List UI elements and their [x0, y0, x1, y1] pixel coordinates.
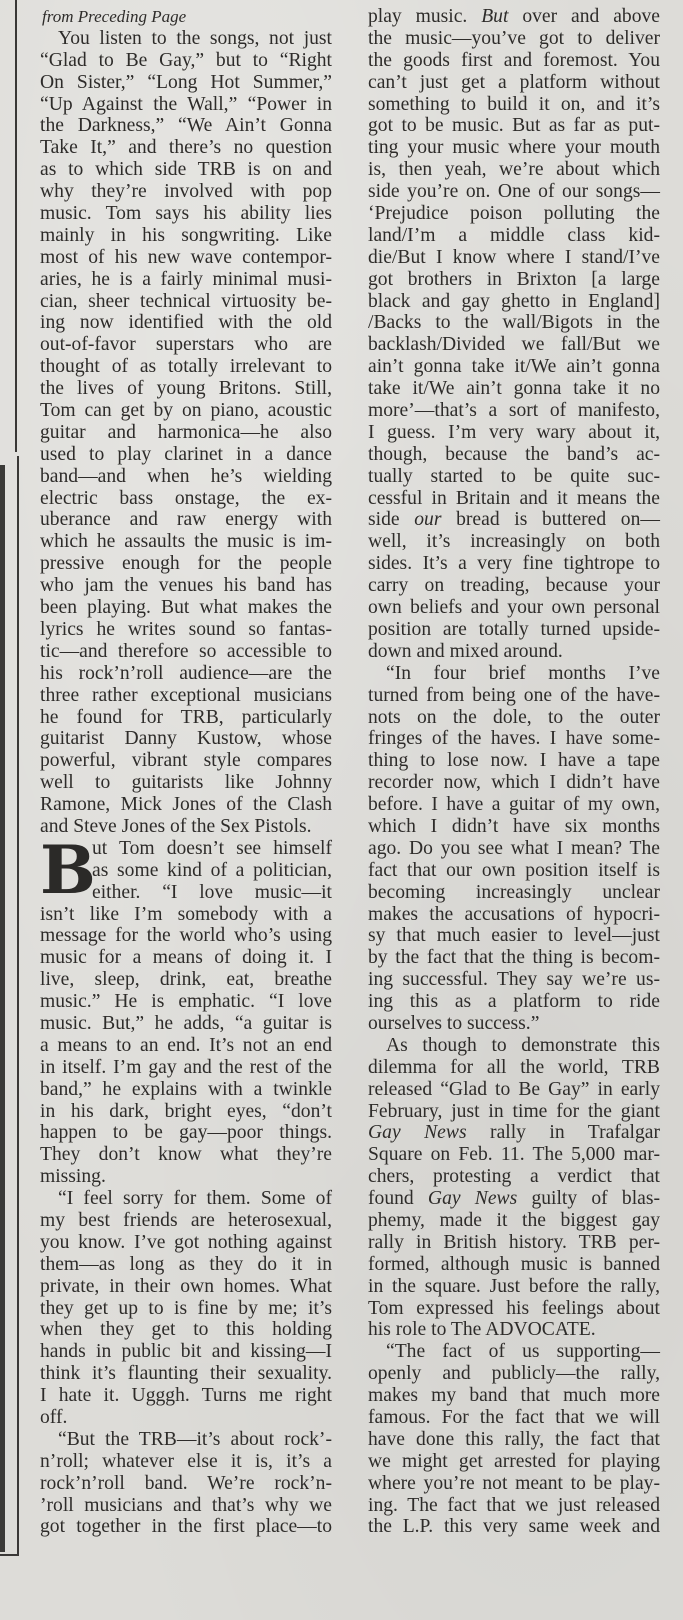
text-line: a means to an end. It’s not an end [40, 1034, 332, 1056]
text-line: which he assaults the music is im- [40, 531, 332, 553]
text-line: thing to lose now. I have a tape [368, 750, 660, 772]
text-line: three rather exceptional musicians [40, 684, 332, 706]
text-line: ing this as a platform to ride [368, 991, 660, 1013]
text-line: side you’re on. One of our songs— [368, 181, 660, 203]
text-line: rally in British history. TRB per- [368, 1231, 660, 1253]
text-line: music.” He is emphatic. “I love [40, 991, 332, 1013]
article-column-right [368, 6, 660, 1538]
text-line: used to play clarinet in a dance [40, 443, 332, 465]
text-line: “The fact of us supporting— [386, 1341, 660, 1363]
text-line: ing now identified with the old [40, 312, 332, 334]
text-line: They don’t know what they’re [40, 1144, 332, 1166]
text-line: pressive enough for the people [40, 553, 332, 575]
text-line: ing successful. They say we’re us- [368, 969, 660, 991]
text-line: guitarist Danny Kustow, whose [40, 728, 332, 750]
text-line: cian, sheer technical virtuosity be- [40, 290, 332, 312]
text-line: sy that much easier to level—just [368, 925, 660, 947]
text-line: February, just in time for the giant [368, 1100, 660, 1122]
text-line: “But the TRB—it’s about rock’- [58, 1428, 332, 1450]
text-line: take it/We ain’t gonna take it no [368, 378, 660, 400]
text-line: /Backs to the wall/Bigots in the [368, 312, 660, 334]
text-line: hands in public bit and kissing—I [40, 1341, 332, 1363]
text-line: the music—you’ve got to deliver [368, 27, 660, 49]
text-line: aries, he is a fairly minimal musi- [40, 268, 332, 290]
text-line: got together in the first place—to [40, 1516, 332, 1538]
text-line: Tom can get by on piano, acoustic [40, 400, 332, 422]
text-line: phemy, made it the biggest gay [368, 1209, 660, 1231]
text-line: in his dark, bright eyes, “don’t [40, 1100, 332, 1122]
text-line: On Sister,” “Long Hot Summer,” [40, 71, 332, 93]
continuation-kicker: from Preceding Page [42, 7, 187, 26]
text-line: side our bread is buttered on— [368, 509, 660, 531]
text-line: been playing. But what makes the [40, 597, 332, 619]
text-line: makes the accusations of hypocri- [368, 903, 660, 925]
left-column-lines [40, 28, 332, 1538]
text-line: Ramone, Mick Jones of the Clash [40, 794, 332, 816]
text-line: they get up to is fine by me; it’s [40, 1297, 332, 1319]
text-line: private, in their own homes. What [40, 1275, 332, 1297]
text-line: I hate it. Ugggh. Turns me right [40, 1385, 332, 1407]
text-line: why they’re involved with pop [40, 181, 332, 203]
text-line: and Steve Jones of the Sex Pistols. [40, 815, 312, 837]
text-line: formed, although music is banned [368, 1253, 660, 1275]
text-line: off. [40, 1407, 68, 1428]
text-line: band,” he explains with a twinkle [40, 1078, 332, 1100]
text-line: music. Tom says his ability lies [40, 203, 332, 225]
text-line: electric bass onstage, the ex- [40, 487, 332, 509]
text-line: carry on treading, because your [368, 575, 660, 597]
text-line: something to build it on, and it’s [368, 93, 660, 115]
text-line: happen to be gay—poor things. [40, 1122, 332, 1144]
text-line: fact that our own position itself is [368, 859, 660, 881]
text-line: the Darkness,” “We Ain’t Gonna [40, 115, 332, 137]
text-line: as some kind of a politician, [92, 859, 332, 881]
text-line: position are totally turned upside- [368, 618, 660, 640]
text-line: guitar and harmonica—he also [40, 421, 332, 443]
text-line: think it’s flaunting their sexuality. [40, 1363, 332, 1385]
drop-cap-paragraph [40, 830, 332, 909]
text-line: makes my band that much more [368, 1385, 660, 1407]
text-line: the L.P. this very same week and [368, 1516, 660, 1538]
text-line: land/I’m a middle class kid- [368, 224, 660, 246]
text-line: music. But,” he adds, “a guitar is [40, 1012, 332, 1034]
text-line: which I didn’t have six months [368, 815, 660, 837]
text-line: the goods first and foremost. You [368, 49, 660, 71]
text-line: them—as long as they do it in [40, 1253, 332, 1275]
text-line: Square on Feb. 11. The 5,000 mar- [368, 1144, 660, 1166]
text-line: chers, protesting a verdict that [368, 1166, 660, 1188]
article-column-left [40, 6, 332, 1538]
text-line: as to which side TRB is on and [40, 159, 332, 181]
text-line: “Up Against the Wall,” “Power in [40, 93, 332, 115]
text-line: black and gay ghetto in England] [368, 290, 660, 312]
text-line: my best friends are heterosexual, [40, 1209, 332, 1231]
text-line: got brothers in Brixton [a large [368, 268, 660, 290]
drop-cap: B [40, 830, 96, 909]
column-rule-corner [0, 1554, 19, 1556]
text-line: got to be music. But as far as put- [368, 115, 660, 137]
text-line: You listen to the songs, not just [58, 27, 332, 49]
text-line: by the fact that the thing is becom- [368, 947, 660, 969]
text-line: ourselves to success.” [368, 1012, 540, 1034]
text-line: he found for TRB, particularly [40, 706, 332, 728]
text-line: dilemma for all the world, TRB [368, 1056, 660, 1078]
text-line: well, it’s increasingly on both [368, 531, 660, 553]
text-line: the lives of young Britons. Still, [40, 378, 332, 400]
text-line: where you’re not meant to be play- [368, 1472, 660, 1494]
text-line: famous. For the fact that we will [368, 1407, 660, 1428]
text-line: music for a means of doing it. I [40, 947, 332, 969]
text-line: “I feel sorry for them. Some of [58, 1188, 332, 1210]
text-line: openly and publicly—the rally, [368, 1363, 660, 1385]
text-line: uberance and raw energy with [40, 509, 332, 531]
sidebar-dark-bar [0, 465, 5, 1552]
text-line: can’t just get a platform without [368, 71, 660, 93]
text-line: “Glad to Be Gay,” but to “Right [40, 49, 332, 71]
text-line: rock’n’roll band. We’re rock’n- [40, 1472, 332, 1494]
text-line: backlash/Divided we fall/But we [368, 334, 660, 356]
text-line: live, sleep, drink, eat, breathe [40, 969, 332, 991]
text-line: nots on the dole, to the outer [368, 706, 660, 728]
text-line: ut Tom doesn’t see himself [92, 837, 332, 859]
text-line: well to guitarists like Johnny [40, 772, 332, 794]
text-line: though, because the band’s ac- [368, 443, 660, 465]
text-line: “In four brief months I’ve [386, 662, 660, 684]
text-line: either. “I love music—it [92, 881, 332, 903]
text-line: Tom expressed his feelings about [368, 1297, 660, 1319]
text-line: play music. But over and above [368, 6, 660, 27]
text-line: isn’t like I’m somebody with a [40, 903, 332, 925]
text-line: released “Glad to Be Gay” in early [368, 1078, 660, 1100]
column-rule-top [15, 0, 17, 452]
text-line: cessful in Britain and it means the [368, 487, 660, 509]
text-line: Gay News rally in Trafalgar [368, 1122, 660, 1144]
column-rule-bottom [17, 456, 19, 1556]
text-line: turned from being one of the have- [368, 684, 660, 706]
text-line: fringes of the haves. I have some- [368, 728, 660, 750]
text-line: in the square. Just before the rally, [368, 1275, 660, 1297]
text-line: ’roll musicians and that’s why we [40, 1494, 332, 1516]
text-line: when they get to this holding [40, 1319, 332, 1341]
text-line: Take It,” and there’s no question [40, 137, 332, 159]
text-line: more’—that’s a sort of manifesto, [368, 400, 660, 422]
text-line: mainly in his songwriting. Like [40, 224, 332, 246]
text-line: die/But I know where I stand/I’ve [368, 246, 660, 268]
text-line: band—and when he’s wielding [40, 465, 332, 487]
text-line: before. I have a guitar of my own, [368, 794, 660, 816]
text-line: ain’t gonna take it/We ain’t gonna [368, 356, 660, 378]
text-line: recorder now, which I didn’t have [368, 772, 660, 794]
text-line: message for the world who’s using [40, 925, 332, 947]
text-line: is, then yeah, we’re about which [368, 159, 660, 181]
text-line: tually started to be quite suc- [368, 465, 660, 487]
text-line: tic—and therefore so accessible to [40, 640, 332, 662]
text-line: have done this rally, the fact that [368, 1428, 660, 1450]
text-line: his role to The ADVOCATE. [368, 1319, 596, 1341]
text-line: powerful, vibrant style compares [40, 750, 332, 772]
right-column-lines [368, 6, 660, 1538]
text-line: n’roll; whatever else it is, it’s a [40, 1450, 332, 1472]
text-line: who jam the venues his band has [40, 575, 332, 597]
text-line: missing. [40, 1166, 106, 1188]
text-line: you know. I’ve got nothing against [40, 1231, 332, 1253]
text-line: out-of-favor superstars who are [40, 334, 332, 356]
text-line: I guess. I’m very wary about it, [368, 421, 660, 443]
text-line: As though to demonstrate this [386, 1034, 660, 1056]
text-line: sides. It’s a very fine tightrope to [368, 553, 660, 575]
text-line: most of his new wave contempor- [40, 246, 332, 268]
text-line: found Gay News guilty of blas- [368, 1188, 660, 1210]
text-line: thought of as totally irrelevant to [40, 356, 332, 378]
text-line: ‘Prejudice poison polluting the [368, 203, 660, 225]
text-line: ing. The fact that we just released [368, 1494, 660, 1516]
text-line: lyrics he writes sound so fantas- [40, 618, 332, 640]
text-line: we might get arrested for playing [368, 1450, 660, 1472]
text-line: own beliefs and your own personal [368, 597, 660, 619]
text-line: becoming increasingly unclear [368, 881, 660, 903]
text-line: his rock’n’roll audience—are the [40, 662, 332, 684]
text-line: ago. Do you see what I mean? The [368, 837, 660, 859]
text-line: in itself. I’m gay and the rest of the [40, 1056, 332, 1078]
text-line: ting your music where your mouth [368, 137, 660, 159]
text-line: down and mixed around. [368, 640, 563, 662]
